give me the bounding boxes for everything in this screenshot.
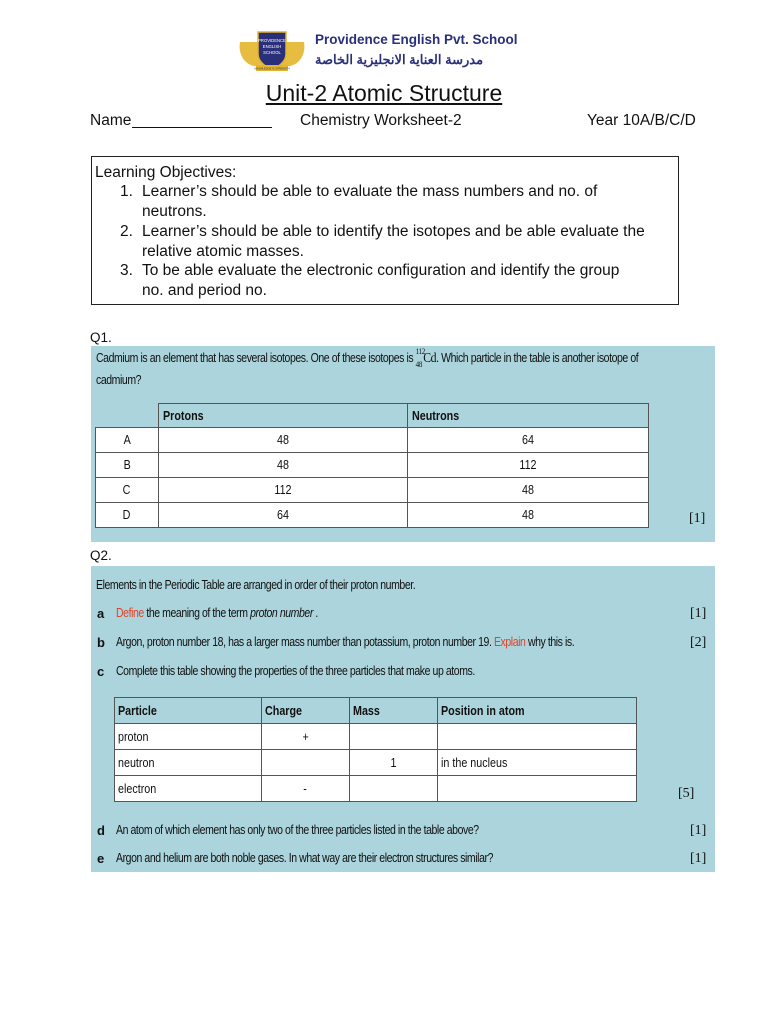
q2-neutron-mass[interactable]: 1 xyxy=(350,750,438,776)
objective-1-number: 1. xyxy=(120,183,133,200)
table-row xyxy=(115,750,637,776)
q2b-question: Argon, proton number 18, has a larger mass number than potassium, proton number 19. Explain why this is. xyxy=(116,635,575,649)
name-label: Name xyxy=(90,112,132,129)
q1-row-d-letter: D xyxy=(96,503,159,528)
logo-ribbon: KNOWLEDGE IS STRENGTH xyxy=(254,67,290,71)
q1-row-a-neutrons: 64 xyxy=(407,428,649,453)
q1-row-d-neutrons: 48 xyxy=(407,503,649,528)
q1-table-header-row xyxy=(96,404,649,428)
q1-row-a-protons: 48 xyxy=(158,428,407,453)
q1-row-b-protons: 48 xyxy=(158,453,407,478)
year-label: Year 10A/B/C/D xyxy=(587,112,696,129)
table-row xyxy=(115,724,637,750)
q2-header-position: Position in atom xyxy=(438,698,637,724)
q1-label: Q1. xyxy=(90,330,112,345)
objective-3-line-2: no. and period no. xyxy=(142,282,267,299)
q2a-term: proton number xyxy=(250,606,313,620)
q1-row-b-neutrons: 112 xyxy=(407,453,649,478)
objective-3-line-1: To be able evaluate the electronic configuration and identify the group xyxy=(142,262,620,279)
school-name-arabic: مدرسة العناية الانجليزية الخاصة xyxy=(315,52,484,67)
q2-electron-name: electron xyxy=(115,776,262,802)
q1-header-protons: Protons xyxy=(158,404,407,428)
q2c-marks: [5] xyxy=(678,786,695,801)
isotope-mass-number: 112 xyxy=(415,346,425,356)
logo-text-2: ENGLISH xyxy=(262,44,282,49)
q2-proton-position[interactable] xyxy=(438,724,637,750)
objective-2-line-2: relative atomic masses. xyxy=(142,243,304,260)
q2d-letter: d xyxy=(97,823,105,838)
q2-proton-mass[interactable] xyxy=(350,724,438,750)
q2-neutron-position[interactable]: in the nucleus xyxy=(438,750,637,776)
q2c-question: Complete this table showing the properties of the three particles that make up atoms. xyxy=(116,664,475,678)
q2-proton-charge[interactable]: + xyxy=(262,724,350,750)
table-row xyxy=(115,776,637,802)
q2-neutron-name: neutron xyxy=(115,750,262,776)
school-logo xyxy=(236,28,308,72)
q2-header-particle: Particle xyxy=(115,698,262,724)
q1-row-b-letter: B xyxy=(96,453,159,478)
q2d-question: An atom of which element has only two of the three particles listed in the table above? xyxy=(116,823,479,837)
q2a-command-word: Define xyxy=(116,606,144,620)
objective-1-line-1: Learner’s should be able to evaluate the mass numbers and no. of xyxy=(142,183,598,200)
q1-question-line-2: cadmium? xyxy=(96,373,142,387)
q1-row-c-letter: C xyxy=(96,478,159,503)
q1-row-c-neutrons: 48 xyxy=(407,478,649,503)
q1-question-line-1 xyxy=(96,346,639,369)
q2-header-charge: Charge xyxy=(262,698,350,724)
q2-electron-charge[interactable]: - xyxy=(262,776,350,802)
logo-text-3: SCHOOL xyxy=(263,50,281,55)
q1-row-a-letter: A xyxy=(96,428,159,453)
q2-label: Q2. xyxy=(90,548,112,563)
q2-header-mass: Mass xyxy=(350,698,438,724)
isotope-atomic-number: 48 xyxy=(415,359,422,369)
table-row xyxy=(96,428,649,453)
q2e-question: Argon and helium are both noble gases. In what way are their electron structures similar? xyxy=(116,851,494,865)
q2-proton-name: proton xyxy=(115,724,262,750)
page-title: Unit-2 Atomic Structure xyxy=(265,80,503,106)
q1-header-neutrons: Neutrons xyxy=(407,404,649,428)
q2e-marks: [1] xyxy=(690,851,707,866)
name-input-line[interactable] xyxy=(132,127,272,128)
q2-table-header-row xyxy=(115,698,637,724)
q1-text-before: Cadmium is an element that has several isotopes. One of these isotopes is xyxy=(96,351,416,365)
objective-2-number: 2. xyxy=(120,223,133,240)
q2a-question: Define the meaning of the term proton number . xyxy=(116,606,318,620)
cadmium-isotope-notation xyxy=(415,346,437,369)
q2c-letter: c xyxy=(97,664,105,679)
q1-row-d-protons: 64 xyxy=(158,503,407,528)
table-row xyxy=(96,478,649,503)
q1-marks: [1] xyxy=(689,511,706,526)
q2-electron-position[interactable] xyxy=(438,776,637,802)
table-row xyxy=(96,503,649,528)
q2a-letter: a xyxy=(97,606,105,621)
objective-3-number: 3. xyxy=(120,262,133,279)
table-row xyxy=(96,453,649,478)
objectives-heading: Learning Objectives: xyxy=(95,164,237,181)
objective-1-line-2: neutrons. xyxy=(142,203,207,220)
q2-neutron-charge[interactable] xyxy=(262,750,350,776)
isotope-symbol: Cd xyxy=(423,351,437,366)
worksheet-title: Chemistry Worksheet-2 xyxy=(300,112,462,129)
objective-2-line-1: Learner’s should be able to identify the isotopes and be able evaluate the xyxy=(142,223,645,240)
q2a-marks: [1] xyxy=(690,606,707,621)
q2-intro: Elements in the Periodic Table are arranged in order of their proton number. xyxy=(96,578,416,592)
q1-header-empty xyxy=(96,404,159,428)
q2-particle-table xyxy=(114,697,637,802)
q2-electron-mass[interactable] xyxy=(350,776,438,802)
q2e-letter: e xyxy=(97,851,105,866)
q1-row-c-protons: 112 xyxy=(158,478,407,503)
q2b-letter: b xyxy=(97,635,105,650)
q1-text-after: . Which particle in the table is another isotope of xyxy=(436,351,639,365)
school-name-english: Providence English Pvt. School xyxy=(315,32,518,47)
q2b-marks: [2] xyxy=(690,635,707,650)
logo-text-1: PROVIDENCE xyxy=(258,38,286,43)
q1-isotope-table xyxy=(95,403,649,528)
q2b-command-word: Explain xyxy=(493,635,526,649)
q2d-marks: [1] xyxy=(690,823,707,838)
